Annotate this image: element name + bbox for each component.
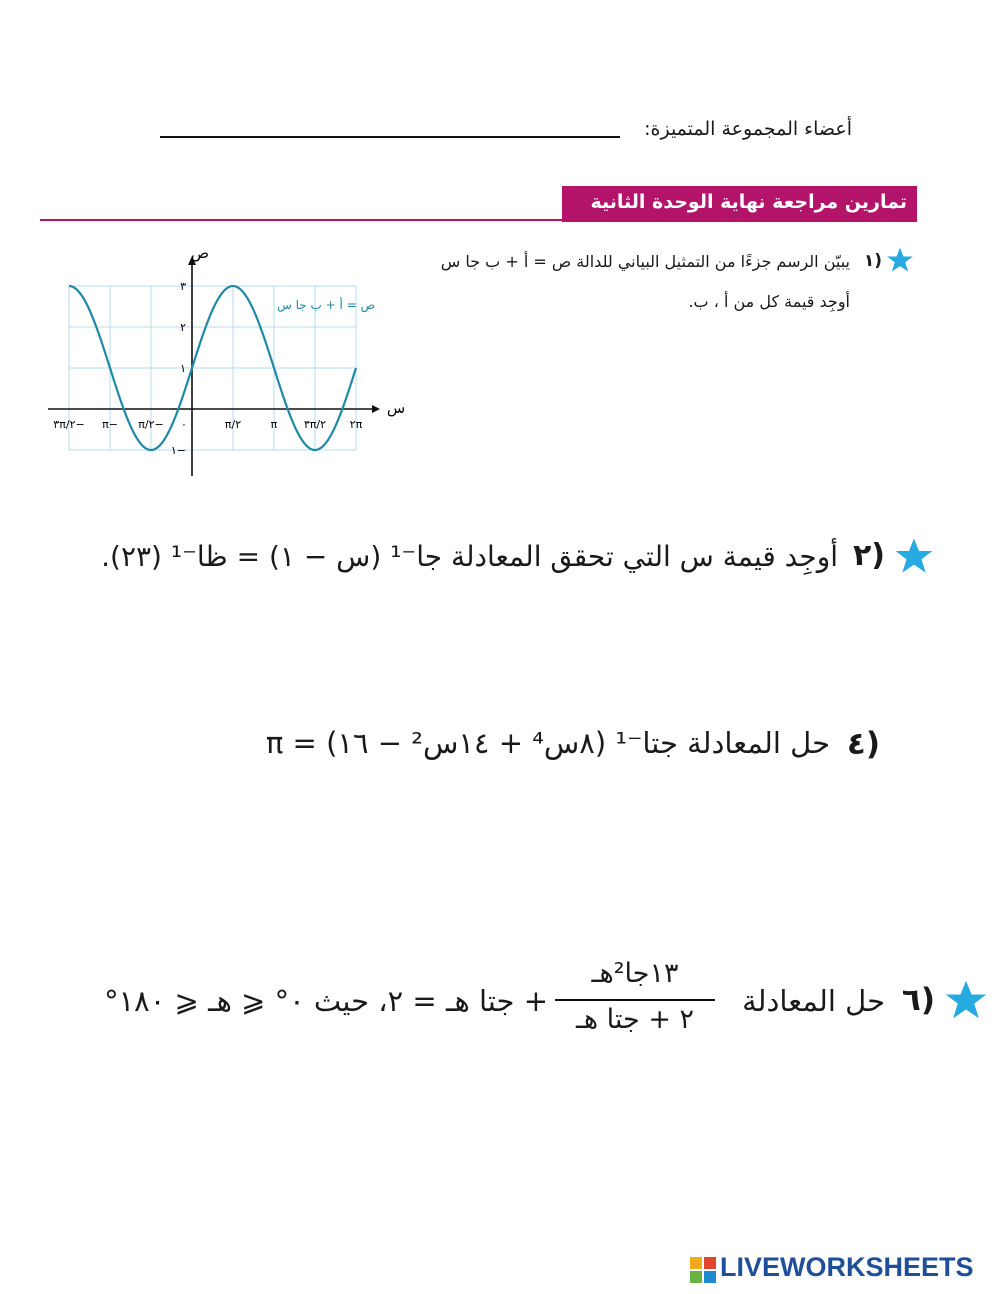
star-icon (893, 536, 935, 576)
question-1-number: ١) (863, 251, 882, 271)
x-axis-arrow (372, 405, 380, 413)
question-6-fraction (555, 958, 715, 1042)
question-4-number: ٤) (846, 726, 880, 762)
y-tick-label: ٢ (180, 321, 186, 334)
liveworksheets-logo (690, 1252, 990, 1286)
question-6-number: ٦) (901, 982, 935, 1018)
star-icon (886, 246, 914, 274)
fraction-bar (555, 999, 715, 1001)
logo-text: LIVEWORKSHEETS (720, 1252, 974, 1282)
question-6-rest-text: + جتا هـ = ٢، حيث ٠° ⩽ هـ ⩽ ١٨٠° (104, 984, 548, 1018)
y-axis-label: ص (190, 244, 210, 262)
question-1-text-line-2: أوجِد قيمة كل من أ ، ب. (688, 292, 850, 311)
group-members-label: أعضاء المجموعة المتميزة: (644, 118, 852, 140)
y-tick-label: ١− (170, 444, 186, 457)
x-tick-label: π− (102, 418, 118, 431)
question-6-lead-text: حل المعادلة (742, 984, 885, 1018)
section-divider (40, 219, 917, 221)
x-tick-label: ٠ (181, 418, 187, 431)
x-tick-label: ٣π/٢− (53, 418, 85, 431)
x-tick-label: π/٢− (138, 418, 164, 431)
x-tick-label: ٣π/٢ (303, 418, 327, 431)
question-4-text: حل المعادلة جتا⁻¹ (٨س⁴ + ١٤س² − ١٦) = π (265, 726, 830, 760)
logo-icon (690, 1257, 716, 1283)
question-2-number: ٢) (852, 538, 885, 573)
y-tick-label: ٣ (180, 280, 186, 293)
fraction-numerator: ١٣جا²هـ (591, 958, 679, 989)
star-icon (942, 978, 990, 1022)
sine-graph (40, 240, 420, 485)
question-2-text: أوجِد قيمة س التي تحقق المعادلة جا⁻¹ (س − ١) = ظا⁻¹ (٢٣). (101, 540, 838, 573)
section-title: تمارين مراجعة نهاية الوحدة الثانية (590, 191, 907, 213)
y-tick-label: ١ (180, 362, 186, 375)
x-tick-label: π/٢ (224, 418, 242, 431)
series-label: ص = أ + ب جا س (277, 298, 375, 312)
x-tick-label: ٢π (349, 418, 363, 431)
fraction-denominator: ٢ + جتا هـ (575, 1004, 695, 1035)
question-1-text-line-1: يبيّن الرسم جزءًا من التمثيل البياني للدالة ص = أ + ب جا س (440, 252, 850, 271)
group-members-answer-line (160, 136, 620, 138)
x-tick-label: π (270, 418, 278, 431)
section-banner (562, 186, 917, 222)
x-axis-label: س (386, 399, 406, 417)
